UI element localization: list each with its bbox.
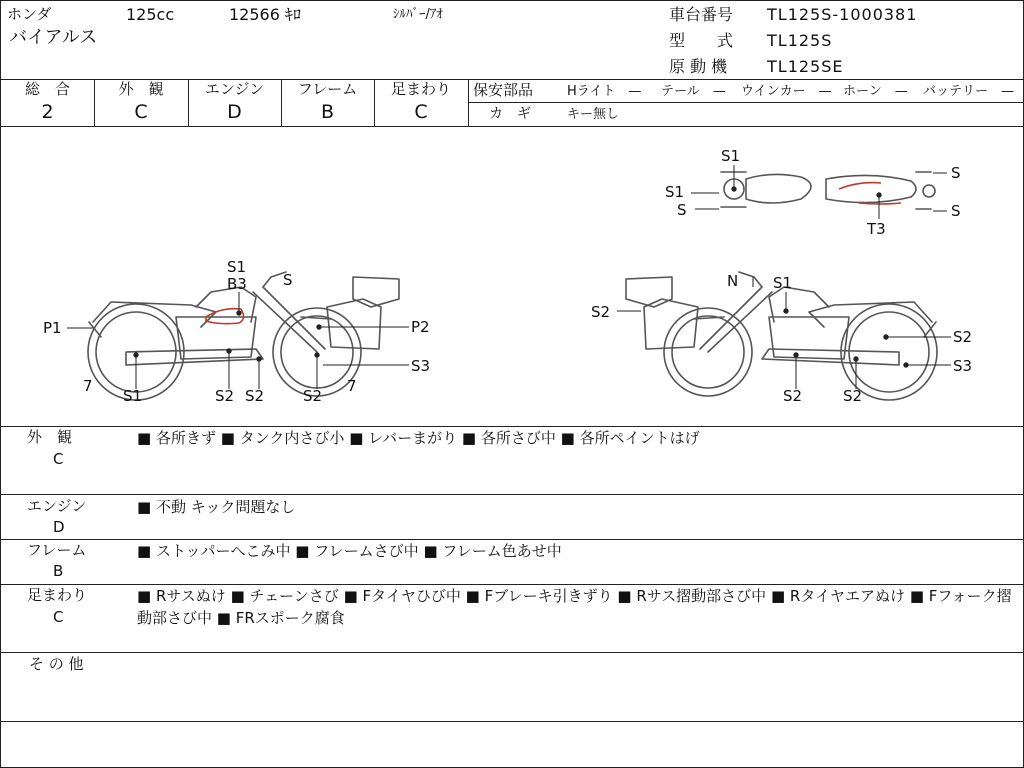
grade-header-frame: フレーム: [297, 80, 358, 98]
color: ｼﾙﾊﾞｰ/ｱｵ: [393, 7, 443, 22]
top-damage-mark: [859, 203, 901, 204]
diagram-label: P1: [43, 319, 62, 337]
diagram-label: 7: [347, 377, 357, 395]
divider: [468, 102, 1023, 103]
bike-top-view: [721, 172, 935, 209]
frame-no: TL125S-1000381: [767, 5, 918, 24]
comment-item: ■ Fブレーキ引きずり: [466, 587, 613, 605]
diagram-label: B3: [227, 275, 247, 293]
damage-diagram: [1, 127, 1023, 425]
engine-label: 原 動 機: [669, 57, 728, 76]
diagram-label: S2: [843, 387, 863, 405]
diagram-label: S: [951, 202, 961, 220]
diagram-label: S2: [591, 303, 611, 321]
diagram-label: S1: [665, 183, 685, 201]
grade-value-frame: B: [320, 101, 335, 123]
section-title-frame: フレーム: [27, 541, 87, 559]
divider: [468, 79, 469, 126]
section-title-other: そ の 他: [29, 655, 84, 673]
mileage: 12566 ｷﾛ: [229, 5, 301, 24]
grade-header-overall: 総 合: [24, 80, 70, 98]
section-title-engine: エンジン: [27, 497, 87, 515]
comment-item: ■ FRスポーク腐食: [217, 609, 345, 627]
model-name: バイアルス: [9, 27, 98, 48]
diagram-label: S2: [215, 387, 235, 405]
diagram-label: S2: [245, 387, 265, 405]
comment-item: ■ 各所ペイントはげ: [561, 429, 700, 447]
section-items-engine: [137, 496, 1017, 518]
section-grade-engine: D: [53, 518, 65, 536]
diagram-label: S: [951, 164, 961, 182]
safety-item-headlight: Hライト —: [567, 84, 642, 99]
diagram-label: T3: [867, 220, 886, 238]
comment-item: ■ Fタイヤひび中: [344, 587, 461, 605]
comment-item: ■ フレーム色あせ中: [423, 542, 561, 560]
frame-no-label: 車台番号: [669, 5, 734, 24]
type-label: 型 式: [669, 31, 734, 50]
section-grade-frame: B: [53, 562, 64, 580]
safety-item-winker: ウインカー —: [741, 84, 832, 99]
grade-header-exterior: 外 観: [118, 80, 164, 98]
section-title-suspension: 足まわり: [27, 586, 88, 604]
comment-item: ■ ストッパーへこみ中: [137, 542, 291, 560]
engine-value: TL125SE: [767, 57, 844, 76]
diagram-label: S3: [411, 357, 431, 375]
comment-item: ■ レバーまがり: [349, 429, 457, 447]
safety-item-horn: ホーン —: [843, 84, 908, 99]
comment-item: ■ 各所さび中: [462, 429, 556, 447]
grade-header-engine: エンジン: [204, 80, 265, 98]
diagram-label: P2: [411, 318, 430, 336]
diagram-label: S2: [303, 387, 323, 405]
diagram-label: S1: [227, 258, 247, 276]
section-grade-suspension: C: [53, 608, 64, 626]
safety-label: 保安部品: [473, 81, 534, 99]
diagram-label: S2: [783, 387, 803, 405]
comment-item: ■ 不動 キック問題なし: [137, 498, 295, 516]
maker: ホンダ: [7, 5, 52, 23]
diagram-label: S: [283, 271, 293, 289]
comment-item: ■ フレームさび中: [295, 542, 418, 560]
comment-item: ■ Rサスぬけ: [137, 587, 226, 605]
top-damage-mark: [839, 183, 881, 189]
section-title-exterior: 外 観: [27, 428, 73, 446]
displacement: 125cc: [126, 5, 175, 24]
section-items-frame: [137, 540, 1017, 562]
grade-value-suspension: C: [414, 101, 428, 123]
divider: [1, 494, 1023, 495]
safety-item-battery: バッテリー —: [923, 84, 1015, 99]
diagram-label: S1: [773, 274, 793, 292]
comment-item: ■ Rサス摺動部さび中: [617, 587, 766, 605]
diagram-label: S: [677, 201, 687, 219]
comment-item: ■ 各所きず: [137, 429, 216, 447]
divider: [1, 652, 1023, 653]
comment-item: ■ Rタイヤエアぬけ: [771, 587, 905, 605]
type-value: TL125S: [767, 31, 833, 50]
comment-item: ■ Fフォーク摺動部さび中: [137, 587, 1012, 627]
divider: [1, 721, 1023, 722]
comment-item: ■ タンク内さび小: [221, 429, 345, 447]
safety-item-tail: テール —: [661, 84, 726, 99]
diagram-label: N: [727, 272, 739, 290]
key-value: キー無し: [567, 107, 620, 122]
diagram-label: S2: [953, 328, 973, 346]
diagram-label: 7: [83, 377, 93, 395]
diagram-label: S1: [123, 387, 143, 405]
section-grade-exterior: C: [53, 450, 64, 468]
grade-header-suspension: 足まわり: [390, 80, 451, 98]
section-items-suspension: [137, 585, 1017, 629]
diagram-label: S3: [953, 357, 973, 375]
comment-item: ■ チェーンさび: [231, 587, 339, 605]
key-label: カ ギ: [489, 106, 531, 122]
diagram-label: S1: [721, 147, 741, 165]
grade-value-overall: 2: [41, 101, 54, 123]
section-items-exterior: [137, 427, 1017, 449]
grade-value-engine: D: [227, 101, 242, 123]
grade-value-exterior: C: [134, 101, 148, 123]
